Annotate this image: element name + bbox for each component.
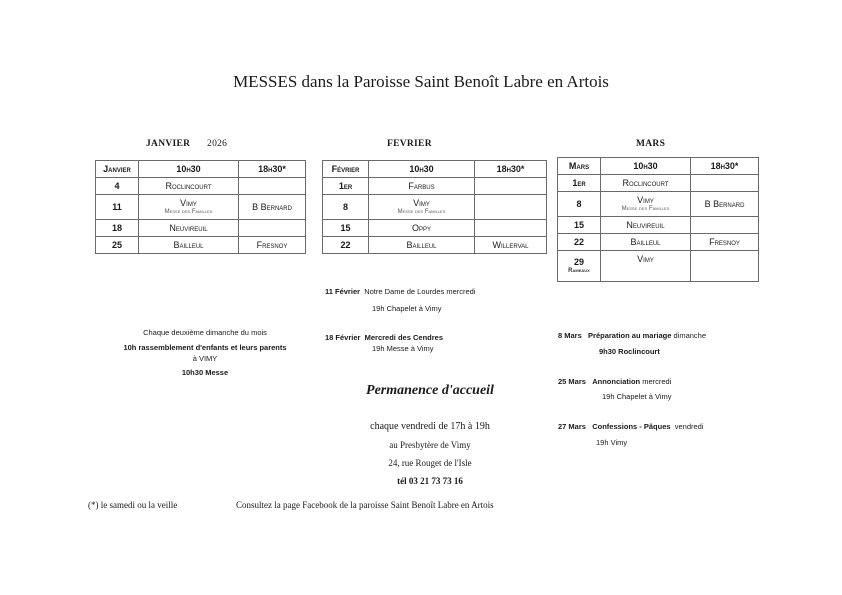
day-cell: 22	[558, 234, 601, 251]
day-cell: 18	[96, 220, 139, 237]
mass-location: Vimy	[637, 195, 654, 205]
table-row	[96, 178, 306, 195]
fevrier-event	[325, 332, 443, 354]
event-date: 8 Mars	[558, 331, 582, 340]
mars-heading: MARS	[636, 139, 666, 149]
event-day: vendredi	[674, 422, 704, 431]
table-row	[323, 220, 547, 237]
day-subtitle: Rameaux	[568, 268, 590, 274]
mass-1830-cell: B Bernard	[239, 195, 306, 220]
day-cell: 15	[323, 220, 369, 237]
event-text: Préparation au mariage	[588, 331, 672, 340]
mass-1830-cell: B Bernard	[691, 192, 759, 217]
header-1030: 10h30	[369, 161, 475, 178]
header-1030: 10h30	[139, 161, 239, 178]
table-header-row	[96, 161, 306, 178]
day-cell: 4	[96, 178, 139, 195]
mass-location: Vimy	[413, 198, 430, 208]
mass-1830-cell	[475, 220, 547, 237]
mass-subtitle: Messe des Familles	[621, 206, 670, 212]
event-date: 11 Février	[325, 287, 361, 296]
header-month: Février	[323, 161, 369, 178]
mass-1030-cell: Oppy	[369, 220, 475, 237]
day-cell: 8	[558, 192, 601, 217]
day-number: 29	[573, 257, 584, 267]
event-text: Notre Dame de Lourdes mercredi	[364, 287, 476, 296]
mass-1030-cell: Vimy	[601, 251, 691, 282]
page-title: MESSES dans la Paroisse Saint Benoît Labre en Artois	[233, 72, 609, 91]
table-row	[558, 234, 759, 251]
fevrier-event	[325, 286, 476, 314]
day-cell: 25	[96, 237, 139, 254]
event-day: mercredi	[642, 377, 672, 386]
fevrier-table	[322, 160, 547, 254]
event-date: 18 Février	[325, 333, 361, 342]
footer-note: (*) le samedi ou la veille	[88, 500, 178, 510]
header-1830: 18h30*	[239, 161, 306, 178]
mass-1030-cell: Neuvireuil	[601, 217, 691, 234]
event-detail: 19h Vimy	[596, 438, 628, 447]
janvier-year: 2026	[207, 139, 228, 149]
mass-1030-cell: Roclincourt	[139, 178, 239, 195]
mass-1830-cell: Fresnoy	[691, 234, 759, 251]
mars-table	[557, 157, 759, 282]
day-cell: 22	[323, 237, 369, 254]
mass-1830-cell: Willerval	[475, 237, 547, 254]
mass-1030-cell: Farbus	[369, 178, 475, 195]
note-line: à VIMY	[192, 354, 218, 363]
children-gathering-note	[90, 327, 320, 378]
event-text: Annonciation	[592, 377, 641, 386]
table-row	[96, 220, 306, 237]
permanence-address: 24, rue Rouget de l'Isle	[388, 458, 472, 468]
event-text: Mercredi des Cendres	[364, 333, 443, 342]
mass-subtitle: Messe des Familles	[397, 209, 446, 215]
event-detail: 19h Chapelet à Vimy	[372, 304, 442, 313]
table-row	[558, 192, 759, 217]
permanence-place: au Presbytère de Vimy	[389, 440, 471, 450]
table-header-row	[323, 161, 547, 178]
fevrier-heading: FEVRIER	[387, 139, 432, 149]
mass-location: Vimy	[180, 198, 197, 208]
mass-1030-cell	[601, 192, 691, 217]
mars-event	[558, 376, 672, 402]
janvier-label: JANVIER	[146, 139, 191, 149]
mass-1030-cell: Bailleul	[369, 237, 475, 254]
header-month: Janvier	[96, 161, 139, 178]
mass-1830-cell	[475, 178, 547, 195]
event-day: dimanche	[673, 331, 707, 340]
permanence-block	[330, 418, 530, 490]
note-line: 10h30 Messe	[181, 368, 229, 377]
day-cell: 8	[323, 195, 369, 220]
event-date: 27 Mars	[558, 422, 586, 431]
header-1830: 18h30*	[691, 158, 759, 175]
day-cell: 11	[96, 195, 139, 220]
mass-1030-cell: Roclincourt	[601, 175, 691, 192]
mass-subtitle: Messe des Familles	[164, 209, 213, 215]
facebook-note: Consultez la page Facebook de la paroisse Saint Benoît Labre en Artois	[236, 500, 494, 510]
mars-event	[558, 330, 706, 357]
note-line: Chaque deuxième dimanche du mois	[143, 328, 267, 337]
permanence-title: Permanence d'accueil	[366, 383, 494, 398]
janvier-heading	[146, 139, 227, 149]
table-row	[558, 251, 759, 282]
header-month: Mars	[558, 158, 601, 175]
table-row	[323, 178, 547, 195]
permanence-hours: chaque vendredi de 17h à 19h	[370, 421, 490, 432]
mars-event	[558, 421, 704, 448]
event-detail: 19h Messe à Vimy	[372, 344, 434, 353]
table-row	[323, 237, 547, 254]
header-1830: 18h30*	[475, 161, 547, 178]
mass-1830-cell	[475, 195, 547, 220]
table-row	[558, 175, 759, 192]
mass-1830-cell	[239, 178, 306, 195]
mass-1830-cell	[691, 251, 759, 282]
day-cell: 1er	[323, 178, 369, 195]
mass-1830-cell	[691, 175, 759, 192]
table-header-row	[558, 158, 759, 175]
header-1030: 10h30	[601, 158, 691, 175]
mass-1030-cell	[139, 195, 239, 220]
mass-1030-cell: Neuvireuil	[139, 220, 239, 237]
janvier-table	[95, 160, 306, 254]
event-text: Confessions - Pâques	[592, 422, 671, 431]
day-cell: 1er	[558, 175, 601, 192]
table-row	[323, 195, 547, 220]
day-cell: 15	[558, 217, 601, 234]
mass-1030-cell: Bailleul	[139, 237, 239, 254]
table-row	[558, 217, 759, 234]
mass-1830-cell: Fresnoy	[239, 237, 306, 254]
note-line: 10h rassemblement d'enfants et leurs parents	[123, 343, 287, 352]
mass-1030-cell	[369, 195, 475, 220]
event-detail: 19h Chapelet à Vimy	[602, 392, 672, 401]
mass-1830-cell	[691, 217, 759, 234]
event-detail: 9h30 Roclincourt	[599, 347, 660, 356]
event-date: 25 Mars	[558, 377, 586, 386]
table-row	[96, 195, 306, 220]
permanence-phone: tél 03 21 73 73 16	[397, 476, 463, 486]
table-row	[96, 237, 306, 254]
mass-1830-cell	[239, 220, 306, 237]
day-cell	[558, 251, 601, 282]
mass-1030-cell: Bailleul	[601, 234, 691, 251]
